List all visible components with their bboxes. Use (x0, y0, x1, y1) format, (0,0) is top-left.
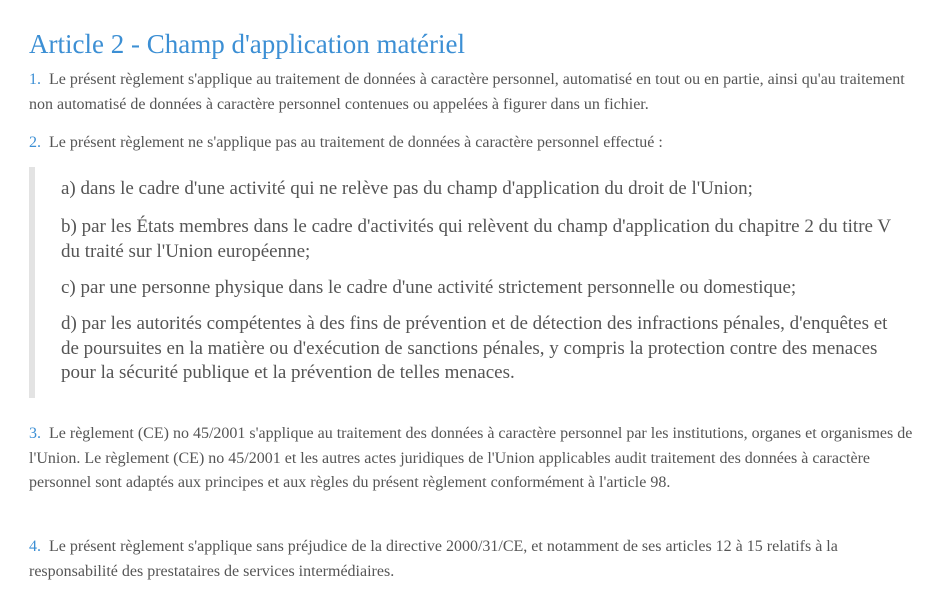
paragraph-1 (29, 68, 929, 117)
paragraph-2 (29, 131, 929, 156)
paragraph-4 (29, 535, 929, 584)
paragraph-number: 2. (29, 134, 41, 151)
paragraph-number: 1. (29, 71, 41, 88)
paragraph-3 (29, 422, 929, 496)
paragraph-number: 3. (29, 425, 41, 442)
exclusion-item-b: b) par les États membres dans le cadre d'activités qui relèvent du champ d'application du chapitre 2 du titre V du traité sur l'Union européenne; (61, 216, 891, 262)
exclusion-item-c: c) par une personne physique dans le cadre d'une activité strictement personnelle ou domestique; (61, 277, 797, 298)
paragraph-number: 4. (29, 538, 41, 555)
paragraph-text: Le présent règlement ne s'applique pas au traitement de données à caractère personnel effectué : (49, 134, 663, 151)
article-title: Article 2 - Champ d'application matériel (29, 29, 465, 59)
paragraph-text: Le présent règlement s'applique au traitement de données à caractère personnel, automatisé en tout ou en partie, ainsi qu'au traitement non automatisé de données à caractère personnel contenues ou appelées à figurer dans un fichier. (29, 71, 905, 113)
exclusion-item-d: d) par les autorités compétentes à des fins de prévention et de détection des infractions pénales, d'enquêtes et de poursuites en la matière ou d'exécution de sanctions pénales, y compris la protection contre des menaces pour la sécurité publique et la prévention de telles menaces. (61, 313, 888, 383)
exclusions-blockquote (29, 167, 909, 398)
exclusion-item-a: a) dans le cadre d'une activité qui ne relève pas du champ d'application du droit de l'Union; (61, 178, 753, 199)
paragraph-text: Le règlement (CE) no 45/2001 s'applique au traitement des données à caractère personnel par les institutions, organes et organismes de l'Union. Le règlement (CE) no 45/2001 et les autres actes juridiques de l'Union applicables audit traitement des données à caractère personnel sont adaptés aux principes et aux règles du présent règlement conformément à l'article 98. (29, 425, 913, 491)
paragraph-text: Le présent règlement s'applique sans préjudice de la directive 2000/31/CE, et notamment de ses articles 12 à 15 relatifs à la responsabilité des prestataires de services intermédiaires. (29, 538, 838, 580)
